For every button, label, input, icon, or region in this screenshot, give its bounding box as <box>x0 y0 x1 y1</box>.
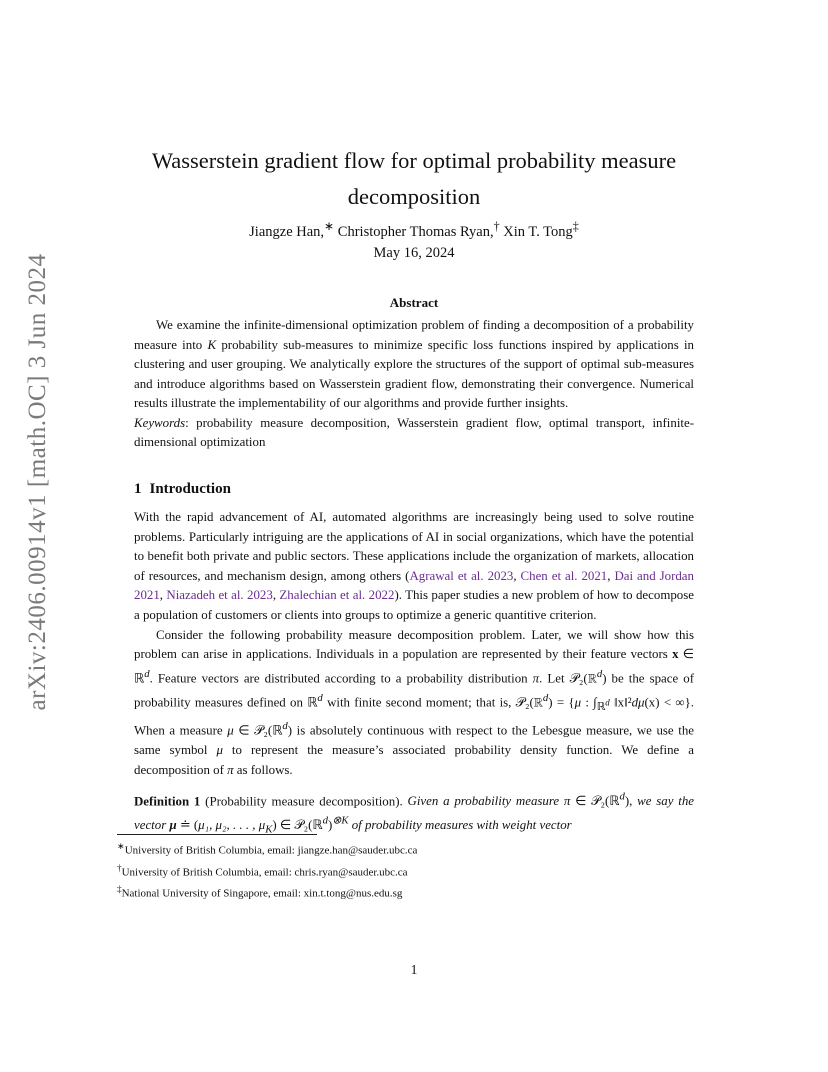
math-symbol: π <box>563 794 571 809</box>
text-run: ∈ ℝ <box>134 647 694 686</box>
math-symbol: K <box>265 823 273 836</box>
section-number: 1 <box>134 481 142 497</box>
keywords <box>134 414 694 453</box>
text-run: ∈ 𝒫₂(ℝ <box>570 794 620 809</box>
footnote-text: University of British Columbia, email: jiangze.han@sauder.ubc.ca <box>124 844 418 857</box>
author-name: Jiangze Han, <box>249 223 325 240</box>
math-symbol: d <box>605 696 610 707</box>
introduction-body <box>134 508 694 841</box>
footnote-mark: ∗ <box>324 219 335 233</box>
text-run: to represent the measure’s associated probability density function. We define a decomposition of <box>134 743 694 777</box>
math-symbol: μ <box>227 723 234 738</box>
text-run: Consider the following probability measure decomposition problem. Later, we will show how this problem can arise in applications. Individuals in a population are represented by their feature vectors <box>134 627 694 662</box>
text-run: Given a probability measure <box>402 794 564 809</box>
footnote-rule <box>117 834 317 835</box>
footnote <box>117 860 717 882</box>
abstract-paragraph <box>134 316 694 414</box>
math-symbol: μ <box>574 694 582 709</box>
text-run: . Feature vectors are distributed according to a probability distribution <box>149 671 533 686</box>
math-symbol: π <box>532 671 540 686</box>
footnote-mark: † <box>493 219 500 233</box>
footnote-mark: ‡ <box>117 884 122 895</box>
math-symbol: ℝ <box>596 700 606 713</box>
footnote-mark: ∗ <box>117 841 125 851</box>
math-symbol: μ₁, μ₂, . . . , μ <box>198 818 266 833</box>
text-run: . Let <box>539 671 570 686</box>
title-line: Wasserstein gradient flow for optimal probability measure <box>151 148 677 173</box>
abstract-body <box>134 316 694 453</box>
math-symbol: d <box>317 691 323 704</box>
math-symbol: d <box>542 691 549 704</box>
math-symbol: π <box>227 762 234 777</box>
intro-paragraph <box>134 626 694 781</box>
page-number: 1 <box>410 962 418 977</box>
text-run: ), <box>624 794 633 809</box>
math-symbol: d <box>619 791 625 804</box>
math-symbol: x <box>672 647 679 662</box>
definition-block <box>134 788 694 840</box>
citation-link[interactable]: Agrawal et al. 2023 <box>409 568 514 583</box>
paper-title <box>110 143 718 215</box>
footnote <box>117 838 717 860</box>
keywords-list: : probability measure decomposition, Wasserstein gradient flow, optimal transport, infinite-dimensional optimization <box>134 415 694 449</box>
text-run: With the rapid advancement of AI, automated algorithms are increasingly being used to solve routine problems. Particularly intriguing are the applications of AI in social organizations, which have the potential to benefit both private and public sectors. These applications include the organization of markets, allocation of resources, and mechanism design, among others ( <box>134 510 694 583</box>
text-run: ) ∈ 𝒫₂(ℝ <box>272 818 323 833</box>
footnote <box>117 881 717 903</box>
section-title: Introduction <box>149 481 231 497</box>
text-run: probability sub-measures to minimize specific loss functions inspired by applications in clustering and user grouping. We analytically explore the structures of the support of optimal sub-measures and introduce algorithms based on Wasserstein gradient flow, demonstrating their convergence. Numerical results illustrate the implementability of our algorithms and provide further insights. <box>134 337 694 410</box>
keywords-label: Keywords <box>134 415 186 430</box>
citation-link[interactable]: Niazadeh et al. 2023 <box>166 588 273 603</box>
text-run: , <box>513 568 521 583</box>
citation-link[interactable]: Dai and Jordan 2021 <box>134 568 694 603</box>
math-symbol: ⊗K <box>332 815 349 828</box>
text-run: , <box>607 568 615 583</box>
footnote-text: University of British Columbia, email: chris.ryan@sauder.ubc.ca <box>121 866 408 879</box>
text-run: , <box>159 588 167 603</box>
text-run: : ∫ <box>581 694 597 709</box>
arxiv-identifier: arXiv:2406.00914v1 [math.OC] 3 Jun 2024 <box>24 253 51 711</box>
text-run: we say the vector <box>134 794 694 833</box>
math-symbol: d <box>282 720 288 733</box>
footnote-mark: † <box>117 862 122 873</box>
text-run: ) <box>328 818 333 833</box>
text-run: of probability measures with weight vector <box>348 818 572 833</box>
math-symbol: μ <box>216 743 223 757</box>
section-heading <box>134 481 231 498</box>
citation-link[interactable]: Chen et al. 2021 <box>520 568 608 583</box>
math-symbol: K <box>207 337 217 352</box>
title-line: decomposition <box>347 184 481 209</box>
author-list <box>110 219 718 241</box>
author-name: Christopher Thomas Ryan, <box>334 223 494 240</box>
math-symbol: dμ <box>631 694 645 709</box>
text-run: ) = { <box>548 694 575 709</box>
text-run: ≐ ( <box>176 818 199 833</box>
text-run: ). This paper studies a new problem of how to decompose a population of customers or clients into groups to optimize a generic quantitive criterion. <box>134 588 694 622</box>
text-run: ‖x‖² <box>609 694 632 709</box>
author-name: Xin T. Tong <box>499 223 573 240</box>
math-symbol: d <box>596 667 603 680</box>
text-run: We examine the infinite-dimensional optimization problem of finding a decomposition of a probability measure into <box>134 318 694 352</box>
paper-date: May 16, 2024 <box>373 245 455 261</box>
intro-paragraph <box>134 508 694 626</box>
text-run: ) is absolutely continuous with respect to the Lebesgue measure, we use the same symbol <box>134 723 694 757</box>
text-run: (x) < ∞}. When a measure <box>134 694 694 738</box>
arxiv-sidebar <box>20 253 56 711</box>
text-run: ) be the space of probability measures defined on ℝ <box>134 671 694 709</box>
footnotes <box>117 838 717 903</box>
math-symbol: 𝒫 <box>569 671 579 686</box>
math-symbol: μ <box>169 818 177 833</box>
text-run: as follows. <box>233 762 293 777</box>
definition-name: (Probability measure decomposition). <box>200 794 403 809</box>
footnote-mark: ‡ <box>572 219 579 233</box>
abstract-heading: Abstract <box>389 295 439 310</box>
text-run: ₂(ℝ <box>578 671 597 686</box>
footnote-text: National University of Singapore, email: xin.t.tong@nus.edu.sg <box>121 887 403 900</box>
text-run: ∈ 𝒫₂(ℝ <box>233 723 283 738</box>
text-run: , <box>272 588 280 603</box>
citation-link[interactable]: Zhalechian et al. 2022 <box>279 588 395 603</box>
text-run: with finite second moment; that is, 𝒫₂(ℝ <box>322 694 543 709</box>
math-symbol: d <box>144 667 150 680</box>
definition-label: Definition 1 <box>134 794 201 809</box>
math-symbol: d <box>322 815 329 828</box>
